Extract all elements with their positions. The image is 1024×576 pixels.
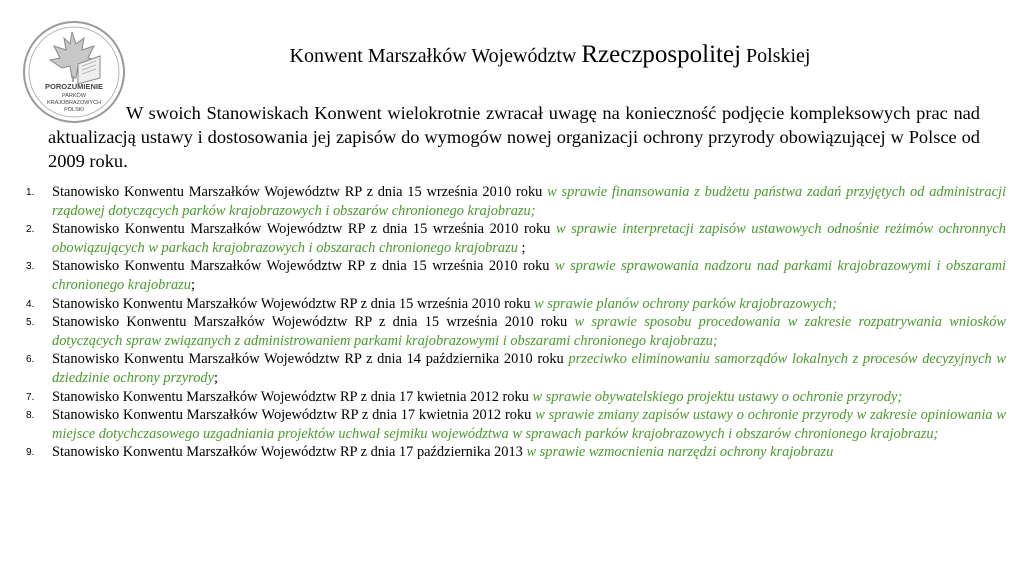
title-part-2: Rzeczpospolitej: [581, 41, 742, 68]
stanowiska-list: [0, 183, 1006, 462]
list-item: 5. Stanowisko Konwentu Marszałków Województw RP z dnia 15 września 2010 roku w sprawie sposobu procedowania w zakresie rozpatrywania wniosków dotyczących spraw związanych z administrowaniem parkami krajobrazowymi i obszarami chronionego krajobrazu;: [26, 314, 1006, 349]
svg-text:POLSKI: POLSKI: [64, 107, 84, 113]
list-item: 9. Stanowisko Konwentu Marszałków Województw RP z dnia 17 października 2013 w sprawie wzmocnienia narzędzi ochrony krajobrazu: [26, 444, 834, 461]
list-item: 8. Stanowisko Konwentu Marszałków Województw RP z dnia 17 kwietnia 2012 roku w sprawie zmiany zapisów ustawy o ochronie przyrody w zakresie opiniowania w miejsce dotychczasowego uzgadniania projektów uchwał sejmiku województwa w sprawach parków krajobrazowych i obszarów chronionego krajobrazu;: [26, 407, 1006, 442]
svg-text:PARKÓW: PARKÓW: [61, 93, 87, 99]
title-part-3: Polskiej: [746, 45, 811, 67]
list-item: 2. Stanowisko Konwentu Marszałków Województw RP z dnia 15 września 2010 roku w sprawie interpretacji zapisów ustawowych odnośnie reżimów ochronnych obowiązujących w parkach krajobrazowych i obszarach chronionego krajobrazu ;: [26, 221, 1006, 256]
list-item: 7. Stanowisko Konwentu Marszałków Województw RP z dnia 17 kwietnia 2012 roku w sprawie obywatelskiego projektu ustawy o ochronie przyrody;: [26, 388, 903, 405]
list-item: 1. Stanowisko Konwentu Marszałków Województw RP z dnia 15 września 2010 roku w sprawie finansowania z budżetu państwa zadań przyjętych od administracji rządowej dotyczących parków krajobrazowych i obszarów chronionego krajobrazu;: [26, 184, 1006, 219]
list-item: 4. Stanowisko Konwentu Marszałków Województw RP z dnia 15 września 2010 roku w sprawie planów ochrony parków krajobrazowych;: [26, 295, 837, 312]
svg-text:POROZUMIENIE: POROZUMIENIE: [45, 82, 103, 91]
intro-paragraph: W swoich Stanowiskach Konwent wielokrotnie zwracał uwagę na konieczność podjęcie kompleksowych prac nad aktualizacją ustawy i dostosowania jej zapisów do wymogów nowej organizacji ochrony przyrody obowiązującej w Polsce od 2009 roku.: [48, 103, 980, 171]
page-title: [150, 42, 950, 69]
list-item: 3. Stanowisko Konwentu Marszałków Województw RP z dnia 15 września 2010 roku w sprawie sprawowania nadzoru nad parkami krajobrazowymi i obszarami chronionego krajobrazu;: [26, 258, 1006, 293]
title-part-1: Konwent Marszałków Województw: [289, 45, 577, 67]
list-item: 6. Stanowisko Konwentu Marszałków Województw RP z dnia 14 października 2010 roku przeciwko eliminowaniu samorządów lokalnych z procesów decyzyjnych w dziedzinie ochrony przyrody;: [26, 351, 1007, 386]
svg-text:KRAJOBRAZOWYCH: KRAJOBRAZOWYCH: [46, 100, 102, 106]
